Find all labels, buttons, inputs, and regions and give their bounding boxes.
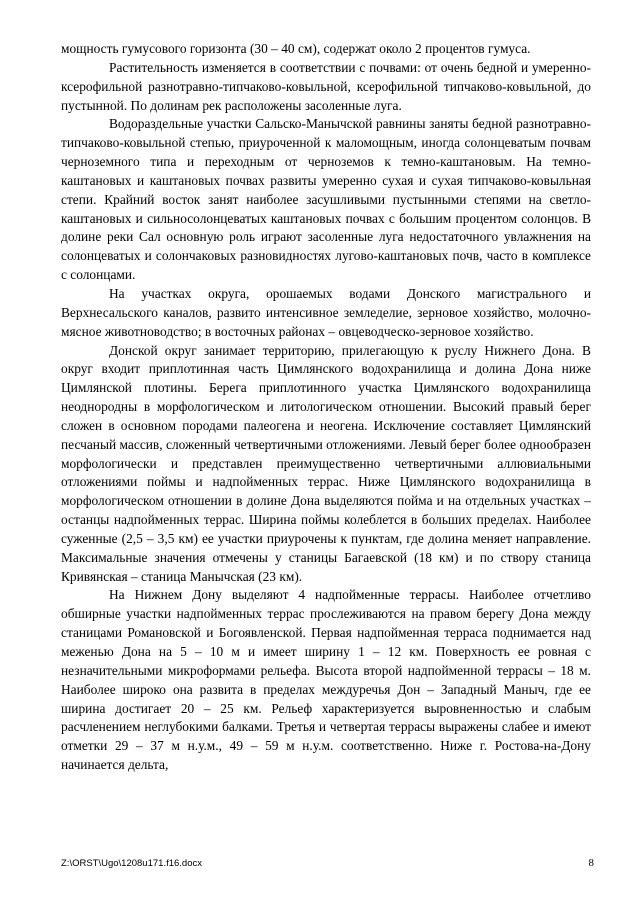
paragraph-5: На Нижнем Дону выделяют 4 надпойменные террасы. Наиболее отчетливо обширные участки надпойменных террас прослеживаются на правом берегу Дона между станицами Романовской и Богоявленской. Первая надпойменная терраса поднимается над меженью Дона на 5 – 10 м и имеет ширину 1 – 12 км. Поверхность ее ровная с незначительными микроформами рельефа. Высота второй надпойменной террасы – 18 м. Наиболее широко она развита в пределах междуречья Дон – Западный Маныч, где ее ширина достигает 20 – 25 км. Рельеф характеризуется выровненностью и слабым расчленением неглубокими балками. Третья и четвертая террасы выражены слабее и имеют отметки 29 – 37 м н.у.м., 49 – 59 м н.у.м. соответственно. Ниже г. Ростова-на-Дону начинается дельта, bbox=[61, 587, 591, 773]
page-number: 8 bbox=[588, 857, 594, 869]
body-text bbox=[61, 40, 591, 775]
footer-file-path: Z:\ORST\Ugo\1208u171.f16.docx bbox=[61, 858, 202, 869]
paragraph-4: Донской округ занимает территорию, прилегающую к руслу Нижнего Дона. В округ входит приплотинная часть Цимлянского водохранилища и долина Дона ниже Цимлянской плотины. Берега приплотинного участка Цимлянского водохранилища неоднородны в морфологическом и литологическом отношении. Высокий правый берег сложен в основном породами палеогена и неогена. Исключение составляет Цимлянский песчаный массив, сложенный четвертичными отложениями. Левый берег более однообразен морфологически и представлен преимущественно четвертичными аллювиальными отложениями поймы и надпойменных террас. Ниже Цимлянского водохранилища в морфологическом отношении в долине Дона выделяются пойма и на отдельных участках – останцы надпойменных террас. Ширина поймы колеблется в больших пределах. Наиболее суженные (2,5 – 3,5 км) ее участки приурочены к пунктам, где долина меняет направление. Максимальные значения отмечены у станицы Багаевской (18 км) и по створу станица Кривянская – станица Манычская (23 км). bbox=[61, 342, 591, 584]
paragraph-2: Водораздельные участки Сальско-Манычской равнины заняты бедной разнотравно-типчаково-ковыльной степью, приуроченной к маломощным, иногда солонцеватым почвам черноземного типа и переходным от черноземов к темно-каштановым. На темно-каштановых и каштановых почвах развиты умеренно сухая и сухая типчаково-ковыльная степи. Крайний восток занят наиболее засушливыми пустынными степями на светло-каштановых и сильносолонцеватых каштановых почвах с большим процентом солонцов. В долине реки Сал основную роль играют засоленные луга недостаточного увлажнения на солонцеватых и солончаковых разновидностях лугово-каштановых почв, часто в комплексе с солонцами. bbox=[61, 116, 591, 283]
paragraph-0: мощность гумусового горизонта (30 – 40 см), содержат около 2 процентов гумуса. bbox=[61, 41, 531, 56]
paragraph-3: На участках округа, орошаемых водами Донского магистрального и Верхнесальского каналов, развито интенсивное земледелие, зерновое хозяйство, молочно-мясное животноводство; в восточных районах – овцеводческо-зерновое хозяйство. bbox=[61, 285, 591, 339]
paragraph-1: Растительность изменяется в соответствии с почвами: от очень бедной и умеренно-ксерофильной разнотравно-типчаково-ковыльной, ксерофильной типчаково-ковыльной, до пустынной. По долинам рек расположены засоленные луга. bbox=[61, 59, 591, 113]
